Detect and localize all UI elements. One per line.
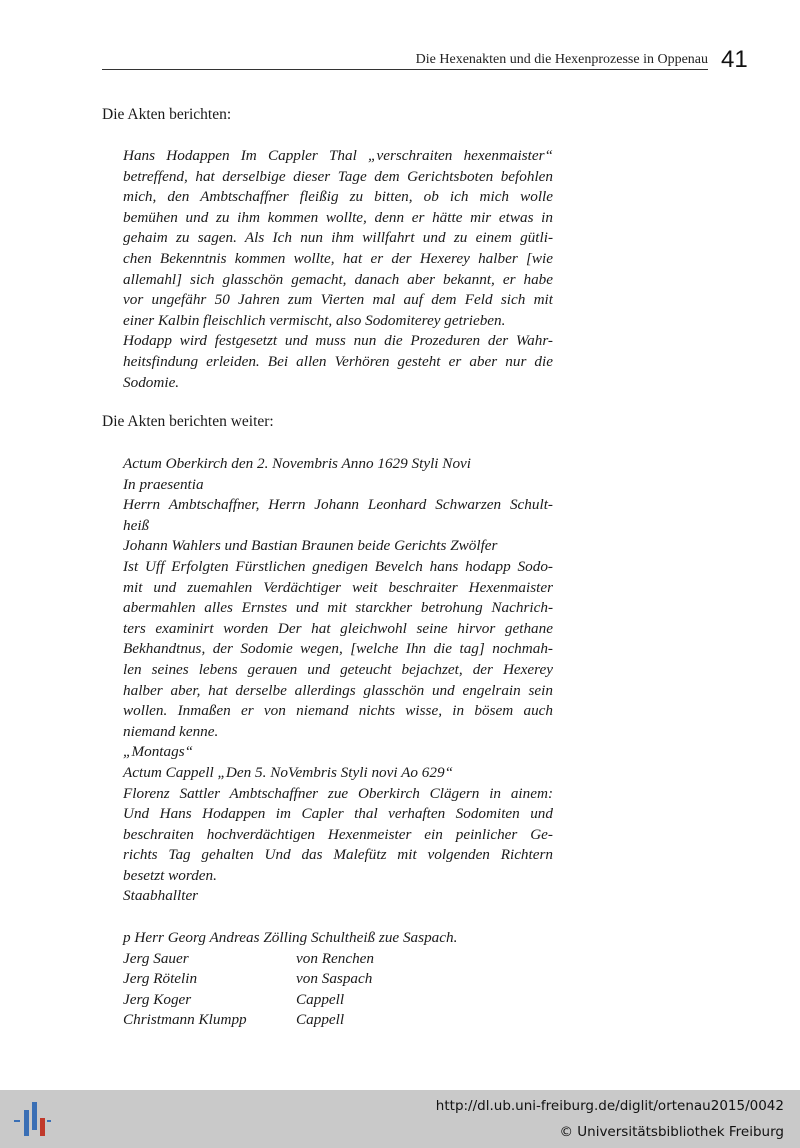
quote-line: heiß: [123, 516, 150, 534]
quote-line: gehaim zu sagen. Als Ich nun ihm willfahrt und zu einem gütli-: [123, 229, 553, 247]
quote-line: Hodapp wird festgesetzt und muss nun die Prozeduren der Wahr-: [123, 332, 553, 350]
judge-place: von Saspach: [296, 970, 373, 988]
quote-line: „Montags“: [123, 743, 194, 761]
quote-line: richts Tag gehalten Und das Malefütz mit volgenden Richtern: [123, 846, 553, 864]
quote-line: Hans Hodappen Im Cappler Thal „verschraiten hexenmaister“: [123, 147, 553, 164]
quote-block-1: [123, 146, 553, 393]
schultheiss-line: p Herr Georg Andreas Zölling Schultheiß zue Saspach.: [123, 929, 458, 946]
judge-row: [123, 990, 553, 1011]
quote-line: Staabhallter: [123, 887, 199, 905]
quote-line: chen Bekenntnis kommen wollte, hat er der Hexerey halber [wie: [123, 249, 553, 267]
judge-row: [123, 1010, 553, 1031]
quote-line: wollen. Inmaßen er von niemand nichts wisse, in bösem auch: [123, 702, 553, 720]
quote-line: niemand kenne.: [123, 722, 219, 740]
quote-line: Florenz Sattler Ambtschaffner zue Oberkirch Clägern in ainem:: [123, 784, 553, 802]
quote-line: heitsfindung erleiden. Bei allen Verhören gesteht er aber nur die: [123, 352, 553, 370]
quote-line: Sodomie.: [123, 373, 180, 391]
quote-line: Actum Oberkirch den 2. Novembris Anno 1629 Styli Novi: [123, 455, 471, 472]
quote-line: allemahl] sich glasschön gemacht, danach aber bekannt, er habe: [123, 270, 553, 288]
judge-name: Jerg Koger: [123, 990, 192, 1008]
quote-line: mit und zuemahlen Verdächtiger weit beschraiter Hexenmaister: [123, 578, 553, 596]
intro-paragraph-1: Die Akten berichten:: [102, 106, 232, 123]
quote-line: Und Hans Hodappen im Capler thal verhaften Sodomiten und: [123, 805, 553, 823]
running-header-title: Die Hexenakten und die Hexenprozesse in Oppenau: [415, 52, 708, 67]
judges-list: [123, 928, 553, 1031]
logo-bar-red: [40, 1118, 45, 1136]
quote-line: einer Kalbin fleischlich vermischt, also Sodomiterey getrieben.: [123, 311, 506, 329]
quote-line: besetzt worden.: [123, 866, 217, 884]
quote-line: mich, den Ambtschaffner fleißig zu bitten, ob ich mich wolle: [123, 188, 553, 206]
quote-line: abermahlen alles Ernstes und mit starckher betrohung Nachrich-: [123, 599, 553, 617]
judge-name: Christmann Klumpp: [123, 1011, 247, 1029]
logo-bar-left: [14, 1120, 20, 1122]
logo-bar-right: [47, 1120, 51, 1122]
footer-copyright: © Universitätsbibliothek Freiburg: [559, 1124, 784, 1140]
library-logo-icon: [12, 1100, 52, 1140]
judge-place: Cappell: [296, 990, 345, 1008]
quote-line: beschraiten hochverdächtigen Hexenmeister ein peinlicher Ge-: [123, 825, 553, 843]
quote-line: bemühen und zu ihm kommen wollte, denn er hätte mir etwas in: [123, 208, 553, 226]
quote-line: Bekhandtnus, der Sodomie wegen, [welche Ihn die tag] nochmah-: [123, 640, 553, 658]
footer-url-link[interactable]: http://dl.ub.uni-freiburg.de/diglit/ortenau2015/0042: [435, 1098, 784, 1114]
judge-name: Jerg Rötelin: [123, 970, 198, 988]
quote-line: len seines lebens gerauen und geteucht bejachzet, der Hexerey: [123, 660, 553, 678]
quote-line: In praesentia: [123, 475, 204, 493]
judge-place: von Renchen: [296, 949, 375, 967]
logo-bar-main: [32, 1102, 37, 1130]
judge-row: [123, 949, 553, 970]
intro-paragraph-2: Die Akten berichten weiter:: [102, 413, 274, 430]
quote-line: betreffend, hat derselbige dieser Tage dem Gerichtsboten befohlen: [123, 167, 553, 185]
quote-line: Actum Cappell „Den 5. NoVembris Styli novi Ao 629“: [123, 763, 454, 781]
quote-line: Johann Wahlers und Bastian Braunen beide Gerichts Zwölfer: [123, 537, 498, 555]
quote-line: ters examinirt worden Der hat gleichwohl seine hirvor gethane: [123, 619, 553, 637]
header-rule: [102, 69, 708, 70]
judge-name: Jerg Sauer: [123, 949, 189, 967]
judge-place: Cappell: [296, 1011, 345, 1029]
judge-row: [123, 969, 553, 990]
quote-line: halber aber, hat derselbe allerdings glasschön und engelrain sein: [123, 681, 553, 699]
quote-line: Herrn Ambtschaffner, Herrn Johann Leonhard Schwarzen Schult-: [123, 496, 553, 514]
page-number: 41: [721, 46, 748, 73]
quote-line: vor ungefähr 50 Jahren zum Vierten mal auf dem Feld sich mit: [123, 291, 553, 309]
quote-line: Ist Uff Erfolgten Fürstlichen gnedigen Bevelch hans hodapp Sodo-: [123, 557, 553, 575]
quote-block-2: [123, 454, 553, 907]
logo-bar-tall: [24, 1110, 29, 1136]
footer-bar: [0, 1090, 800, 1148]
